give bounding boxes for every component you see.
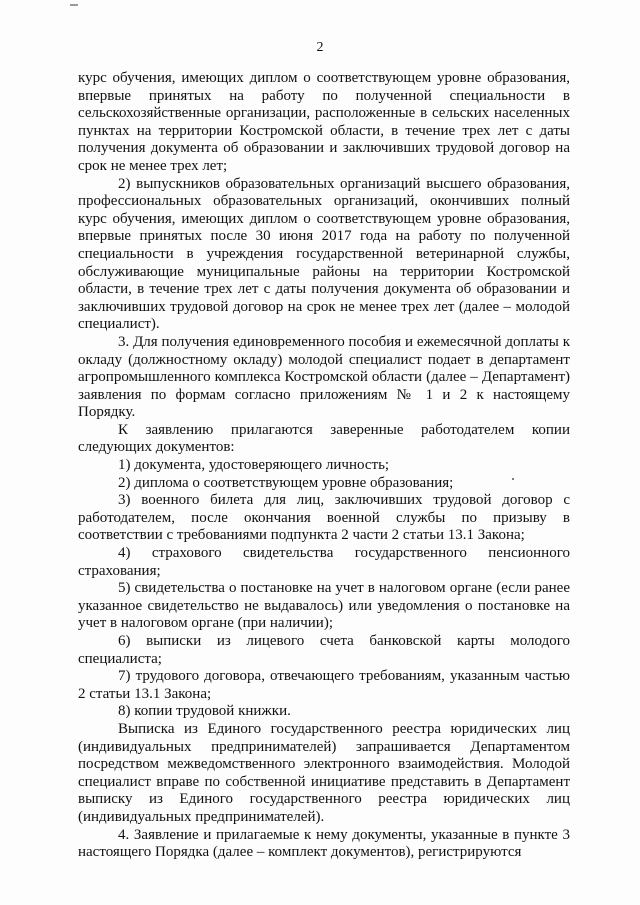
- paragraph-item-2: 2) выпускников образовательных организаций высшего образования, профессиональных образовательных организаций, окончивших полный курс обучения, имеющих диплом о соответствующем уровне образования, впервые принятых после 30 июня 2017 года на работу по полученной специальности в учреждения государственной ветеринарной службы, обслуживающие муниципальные районы на территории Костромской области, в течение трех лет с даты получения документа об образовании и заключивших трудовой договор на срок не менее трех лет (далее – молодой специалист).: [78, 175, 570, 333]
- paragraph-attachments-intro: К заявлению прилагаются заверенные работодателем копии следующих документов:: [78, 421, 570, 456]
- list-item-5: 5) свидетельства о постановке на учет в налоговом органе (если ранее указанное свидетельство не выдавалось) или уведомления о постановке на учет в налоговом органе (при наличии);: [78, 580, 570, 632]
- list-item-2: 2) диплома о соответствующем уровне образования;: [118, 474, 454, 491]
- scan-mark: [70, 4, 78, 6]
- list-item-6: 6) выписки из лицевого счета банковской карты молодого специалиста;: [78, 633, 570, 667]
- list-item-7: 7) трудового договора, отвечающего требованиям, указанным частью 2 статьи 13.1 Закона;: [78, 668, 570, 702]
- page-number: 2: [316, 40, 324, 55]
- list-item-3: 3) военного билета для лиц, заключивших трудовой договор с работодателем, после окончания военной службы по призыву в соответствии с требованиями подпункта 2 части 2 статьи 13.1 Закона;: [78, 492, 570, 544]
- list-item-4: 4) страхового свидетельства государственного пенсионного страхования;: [78, 545, 570, 579]
- list-item-1: 1) документа, удостоверяющего личность;: [118, 457, 390, 474]
- paragraph-continuation: курс обучения, имеющих диплом о соответствующем уровне образования, впервые принятых на работу по полученной специальности в сельскохозяйственные организации, расположенные в сельских населенных пунктах на территории Костромской области, в течение трех лет с даты получения документа об образовании и заключивших трудовой договор на срок не менее трех лет;: [78, 70, 570, 174]
- paragraph-registry-extract: Выписка из Единого государственного реестра юридических лиц (индивидуальных предпринимателей) запрашивается Департаментом посредством межведомственного электронного взаимодействия. Молодой специалист вправе по собственной инициативе представить в Департамент выписку из Единого государственного реестра юридических лиц (индивидуальных предпринимателей).: [78, 720, 570, 825]
- paragraph-section-4: 4. Заявление и прилагаемые к нему документы, указанные в пункте 3 настоящего Порядка (далее – комплект документов), регистрируются: [78, 826, 570, 861]
- list-item-8: 8) копии трудовой книжки.: [118, 703, 291, 720]
- document-body: [78, 70, 570, 862]
- paragraph-section-3: 3. Для получения единовременного пособия и ежемесячной доплаты к окладу (должностному окладу) молодой специалист подает в департамент агропромышленного комплекса Костромской области (далее – Департамент) заявления по формам согласно приложениям № 1 и 2 к настоящему Порядку.: [78, 333, 570, 421]
- scan-speck: [512, 478, 514, 480]
